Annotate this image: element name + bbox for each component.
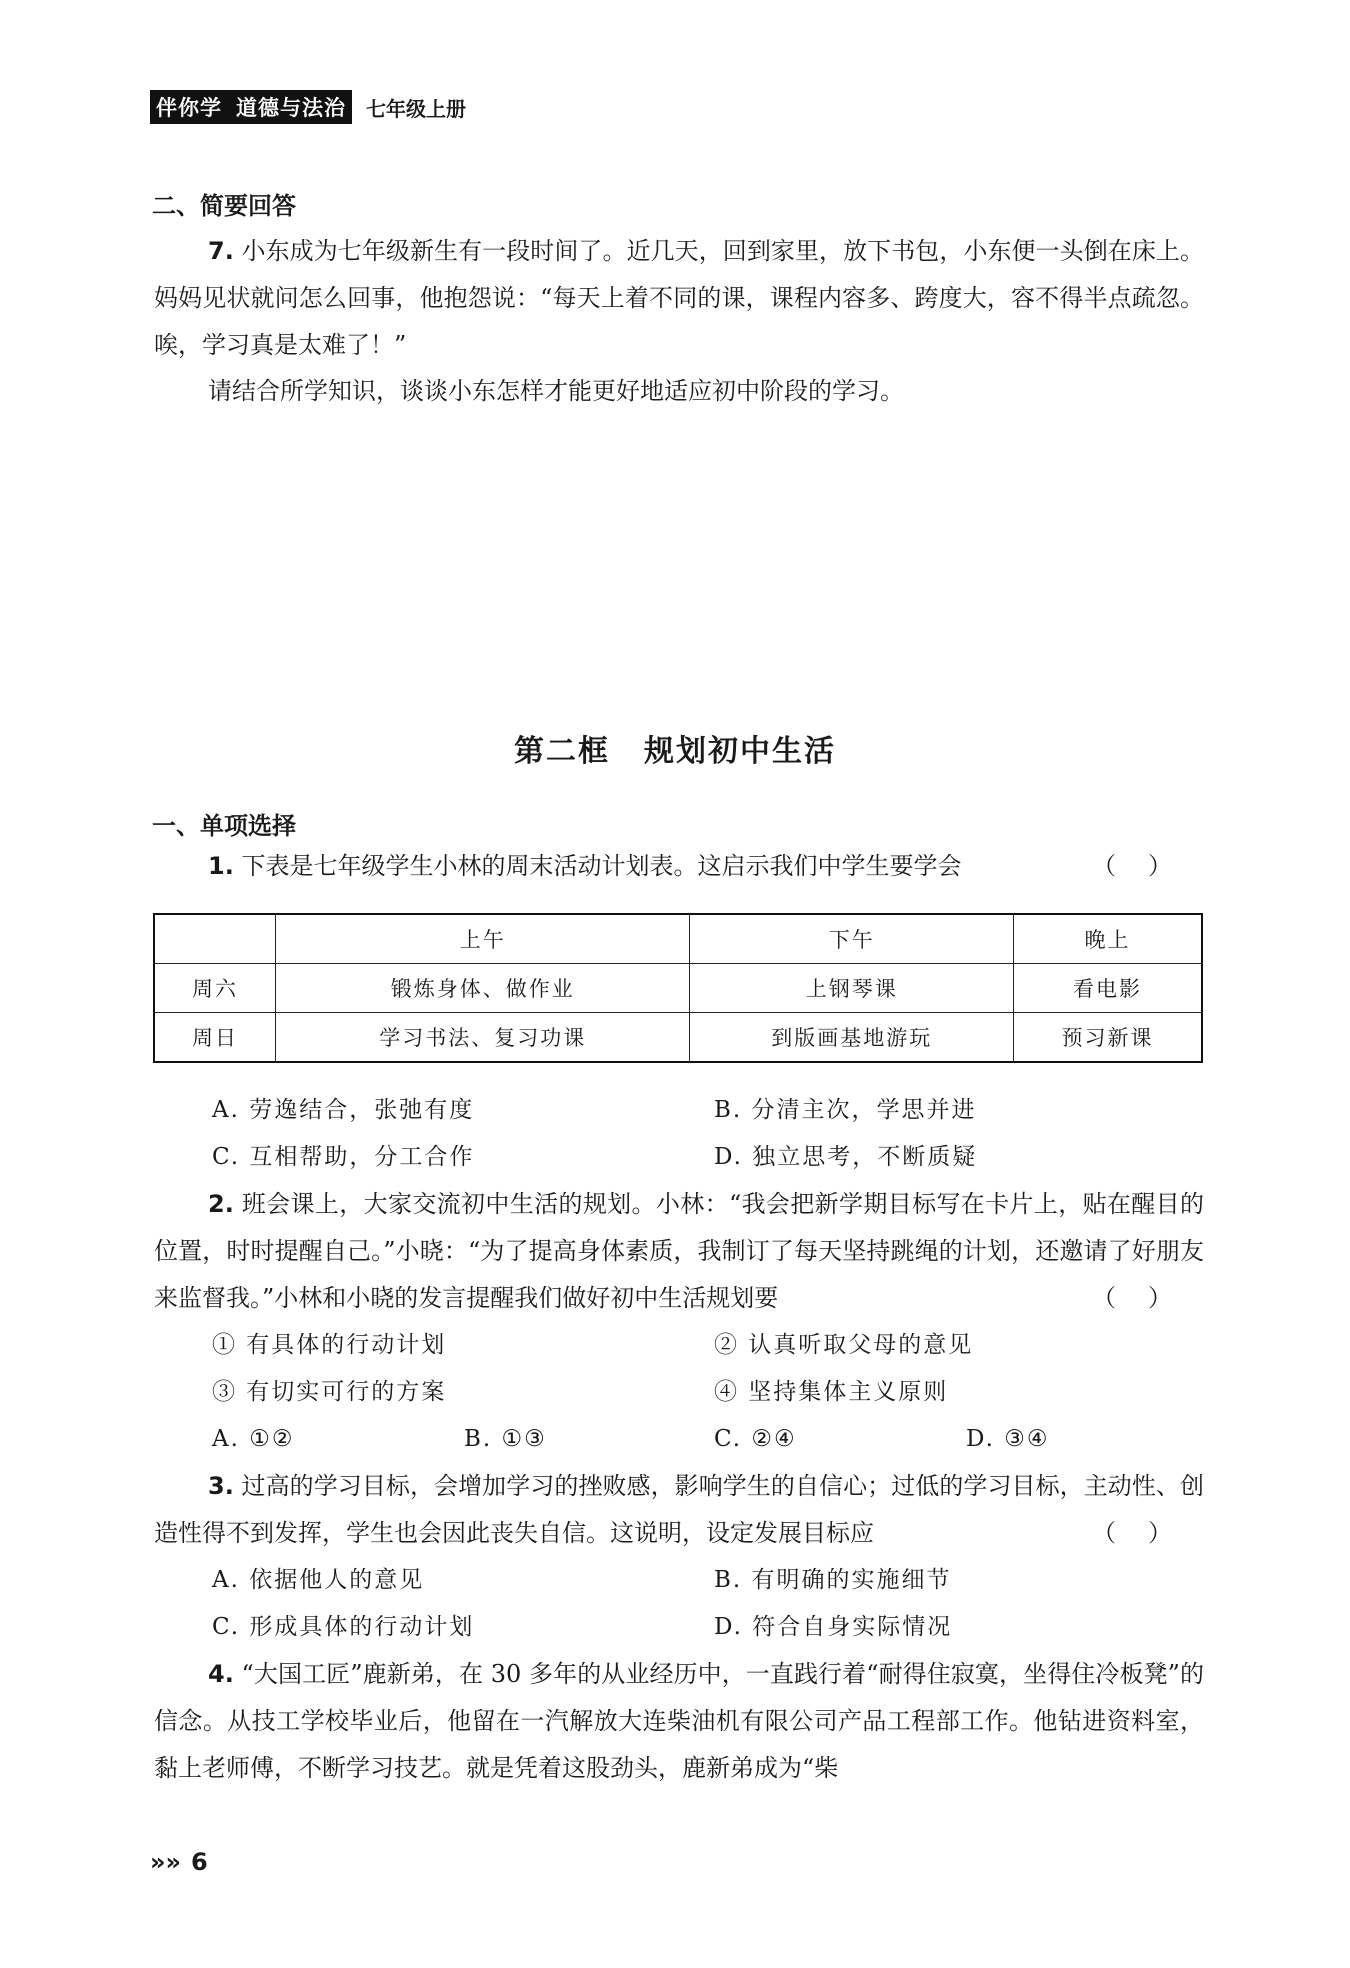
table-row xyxy=(154,964,1202,1013)
table-cell: 预习新课 xyxy=(1014,1013,1202,1063)
table-header-cell: 晚上 xyxy=(1014,914,1202,964)
option-d: D. 独立思考，不断质疑 xyxy=(714,1144,978,1170)
table-header-cell xyxy=(154,914,276,964)
option-b: B. 分清主次，学思并进 xyxy=(714,1097,977,1123)
section-title-short-answer: 二、简要回答 xyxy=(152,192,296,220)
series-tag xyxy=(150,90,352,124)
question-7-prompt: 请结合所学知识，谈谈小东怎样才能更好地适应初中阶段的学习。 xyxy=(208,377,904,405)
answer-paren: （） xyxy=(1092,1519,1204,1547)
option-d: D. 符合自身实际情况 xyxy=(714,1614,953,1640)
table-header-cell: 上午 xyxy=(276,914,690,964)
table-cell: 周日 xyxy=(154,1013,276,1063)
option-a: A. ①② xyxy=(212,1426,295,1452)
option-d: D. ③④ xyxy=(966,1426,1050,1452)
question-number: 1. xyxy=(208,852,234,880)
question-number: 3. xyxy=(208,1472,234,1500)
option-b: B. ①③ xyxy=(464,1426,547,1452)
question-text: 过高的学习目标，会增加学习的挫败感，影响学生的自信心；过低的学习目标，主动性、创造性得不到发挥，学生也会因此丧失自信。这说明，设定发展目标应 xyxy=(154,1472,1204,1547)
table-cell: 周六 xyxy=(154,964,276,1013)
question-number: 2. xyxy=(208,1190,234,1218)
question-number: 4. xyxy=(208,1660,234,1688)
table-cell: 学习书法、复习功课 xyxy=(276,1013,690,1063)
option-c: C. ②④ xyxy=(714,1426,797,1452)
weekend-plan-table xyxy=(153,913,1203,1063)
table-cell: 看电影 xyxy=(1014,964,1202,1013)
statement-2: ② 认真听取父母的意见 xyxy=(714,1332,974,1358)
option-c: C. 形成具体的行动计划 xyxy=(212,1614,475,1640)
table-header-row xyxy=(154,914,1202,964)
page-footer xyxy=(150,1848,208,1876)
lesson-label: 第二框 xyxy=(514,734,610,769)
question-4 xyxy=(154,1651,1204,1792)
grade-label: 七年级上册 xyxy=(366,96,466,121)
table-cell: 锻炼身体、做作业 xyxy=(276,964,690,1013)
question-text: 下表是七年级学生小林的周末活动计划表。这启示我们中学生要学会 xyxy=(241,852,962,880)
statement-1: ① 有具体的行动计划 xyxy=(212,1332,447,1358)
option-a: A. 劳逸结合，张弛有度 xyxy=(212,1097,475,1123)
subject-name: 道德与法治 xyxy=(236,96,346,120)
chevron-right-icon: »» xyxy=(150,1848,182,1876)
statement-4: ④ 坚持集体主义原则 xyxy=(714,1379,949,1405)
option-c: C. 互相帮助，分工合作 xyxy=(212,1144,475,1170)
statement-3: ③ 有切实可行的方案 xyxy=(212,1379,447,1405)
question-text: “大国工匠”鹿新弟，在 30 多年的从业经历中，一直践行着“耐得住寂寞，坐得住冷板凳”的信念。从技工学校毕业后，他留在一汽解放大连柴油机有限公司产品工程部工作。他钻进资料室，黏上老师傅，不断学习技艺。就是凭着这股劲头，鹿新弟成为“柴 xyxy=(154,1660,1204,1782)
table-row xyxy=(154,1013,1202,1063)
lesson-name: 规划初中生活 xyxy=(644,734,836,769)
option-b: B. 有明确的实施细节 xyxy=(714,1567,952,1593)
table-cell: 到版画基地游玩 xyxy=(690,1013,1014,1063)
table-header-cell: 下午 xyxy=(690,914,1014,964)
question-text: 班会课上，大家交流初中生活的规划。小林：“我会把新学期目标写在卡片上，贴在醒目的位置，时时提醒自己。”小晓：“为了提高身体素质，我制订了每天坚持跳绳的计划，还邀请了好朋友来监督我。”小林和小晓的发言提醒我们做好初中生活规划要 xyxy=(154,1190,1204,1312)
table-cell: 上钢琴课 xyxy=(690,964,1014,1013)
page-number: 6 xyxy=(191,1848,208,1876)
question-3 xyxy=(154,1463,1204,1557)
section-title-single-choice: 一、单项选择 xyxy=(152,812,296,840)
question-7 xyxy=(154,228,1204,369)
lesson-title xyxy=(0,726,1350,770)
question-number: 7. xyxy=(208,237,234,265)
page-header xyxy=(150,90,466,124)
answer-paren: （） xyxy=(1092,852,1204,880)
answer-paren: （） xyxy=(1092,1284,1204,1312)
option-a: A. 依据他人的意见 xyxy=(212,1567,425,1593)
series-name: 伴你学 xyxy=(156,96,222,120)
question-2 xyxy=(154,1181,1204,1322)
question-text: 小东成为七年级新生有一段时间了。近几天，回到家里，放下书包，小东便一头倒在床上。妈妈见状就问怎么回事，他抱怨说：“每天上着不同的课，课程内容多、跨度大，容不得半点疏忽。唉，学习真是太难了！” xyxy=(154,237,1204,359)
question-1 xyxy=(154,843,1204,890)
